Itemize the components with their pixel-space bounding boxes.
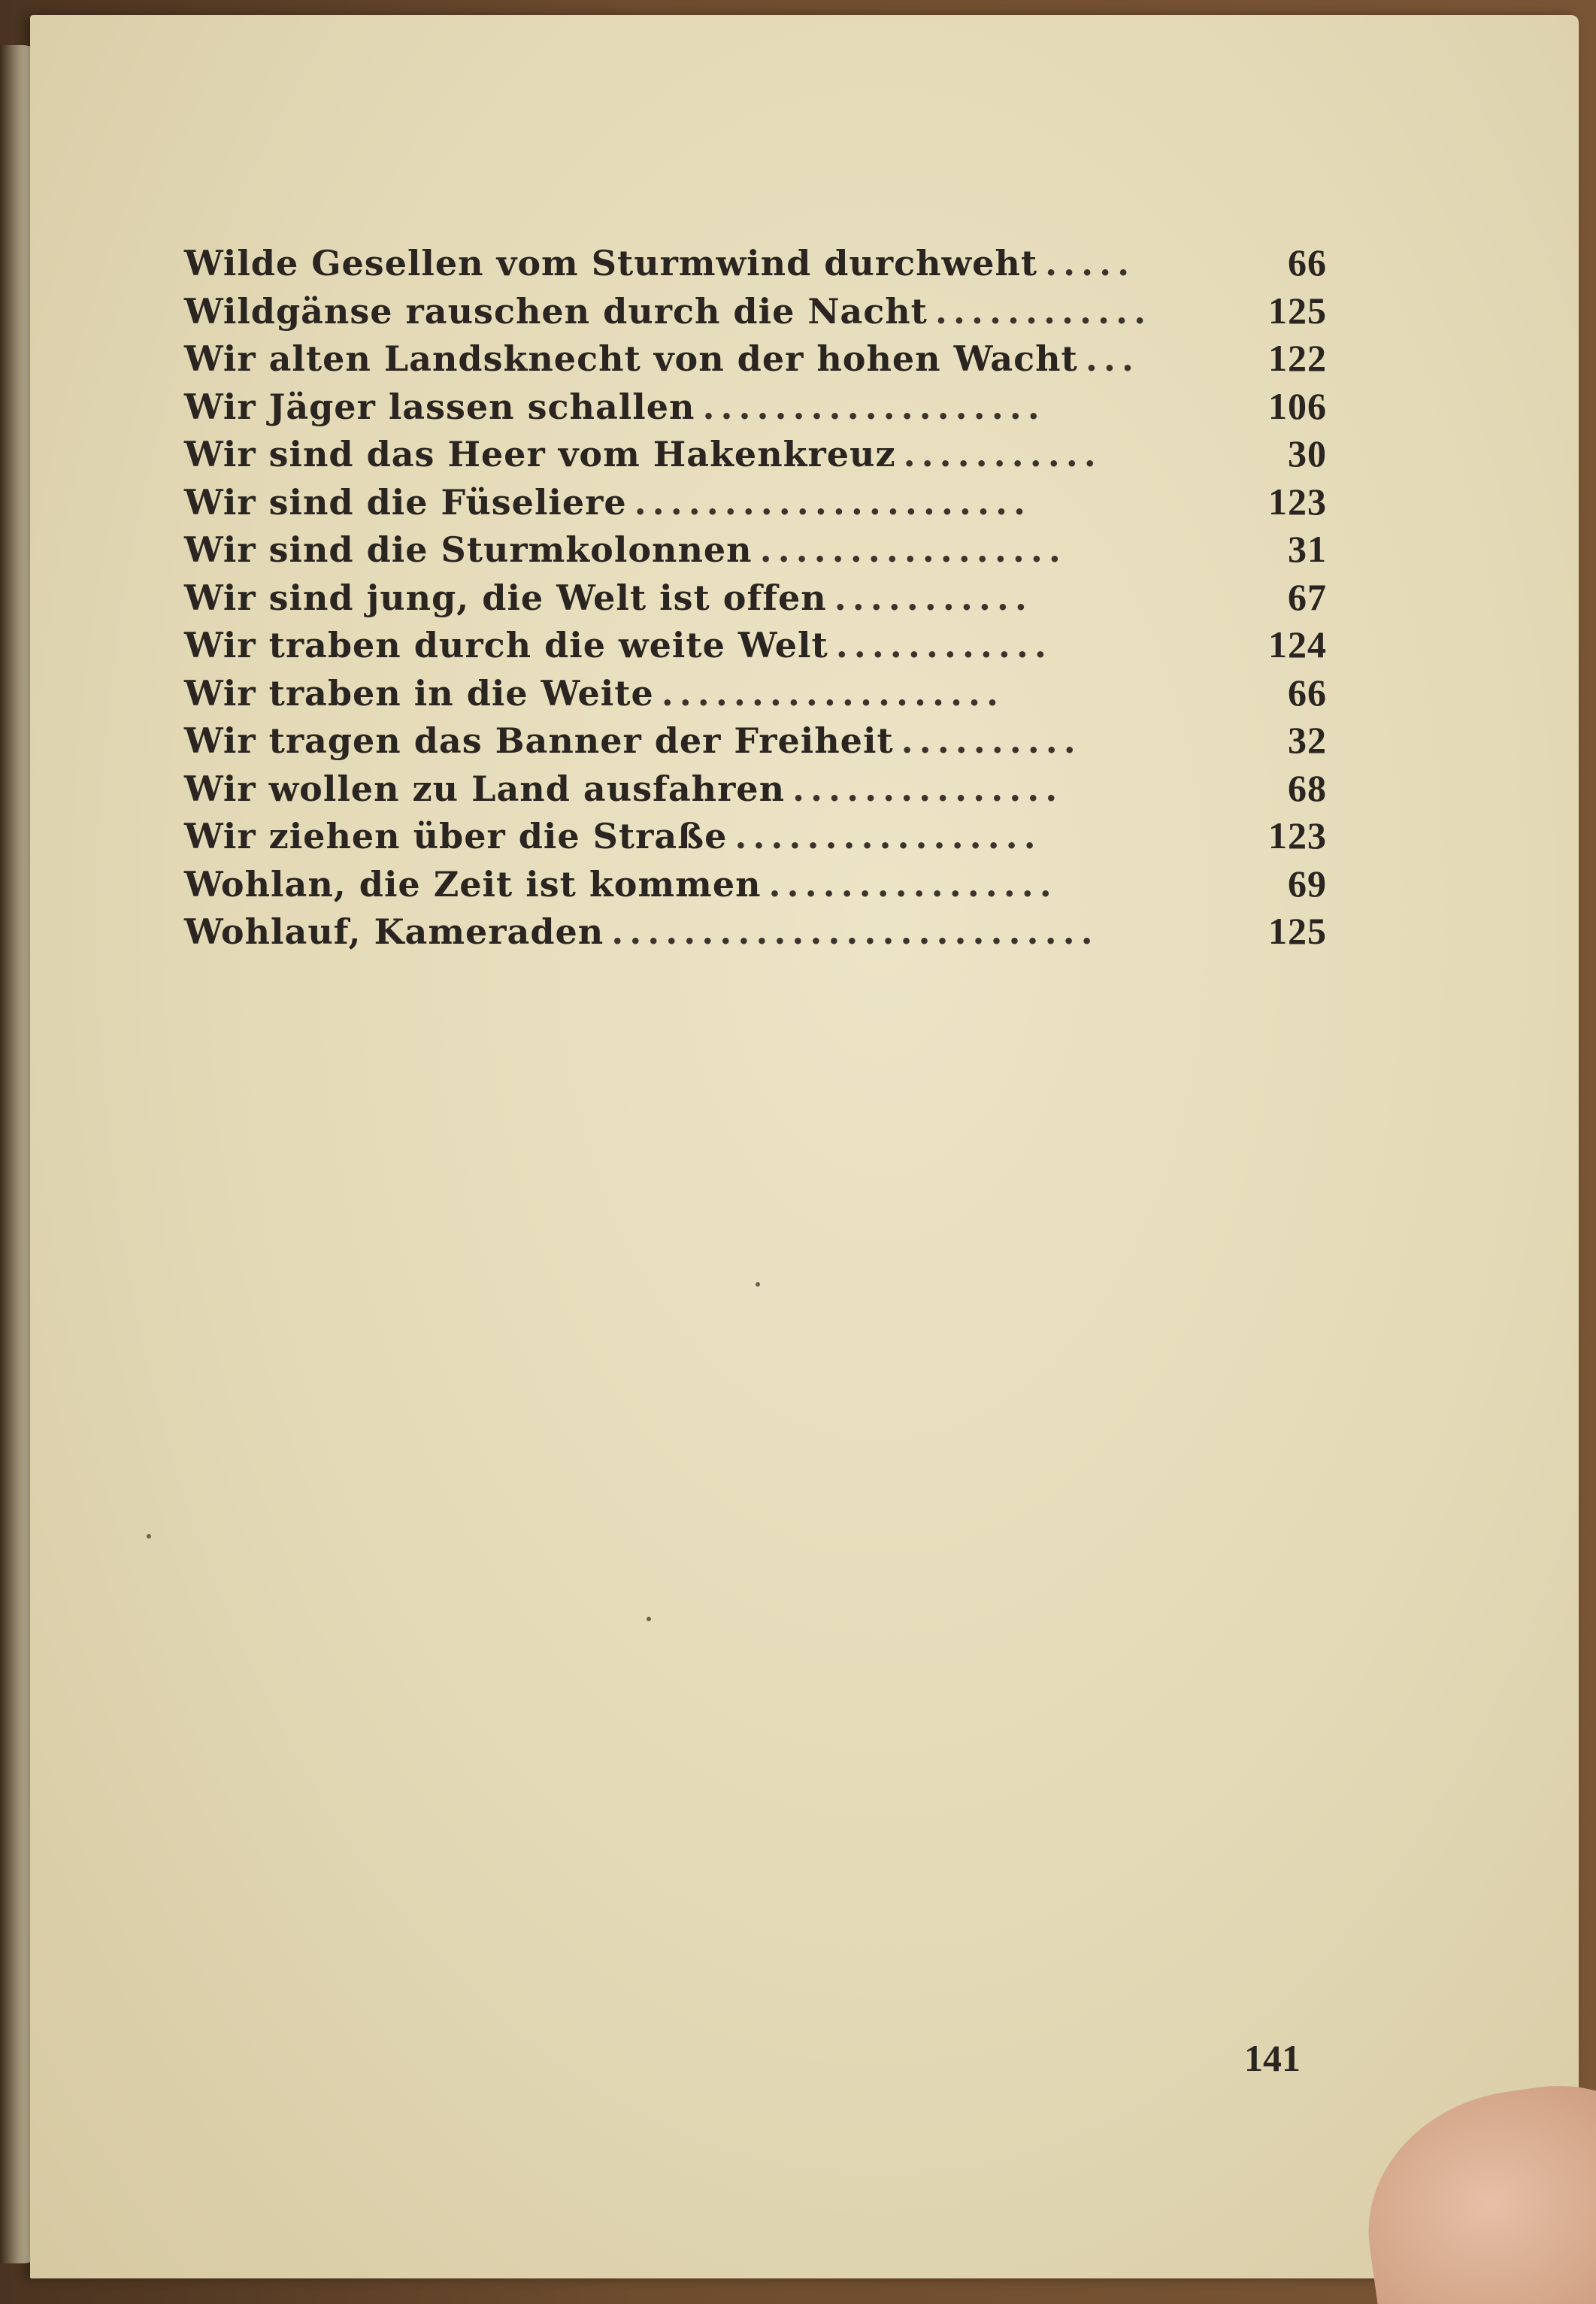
toc-entry-title: Wir ziehen über die Straße	[184, 816, 728, 856]
toc-entry	[184, 814, 1327, 862]
toc-leader-dots: ............	[934, 290, 1152, 332]
toc-entry-page: 106	[1268, 384, 1327, 427]
page-number: 141	[1244, 2037, 1301, 2079]
toc-leader-dots: ...............	[792, 768, 1064, 809]
toc-leader-dots: ...	[1085, 338, 1140, 379]
toc-entry-page: 122	[1268, 337, 1327, 379]
toc-entry-title: Wildgänse rauschen durch die Nacht	[184, 290, 928, 332]
toc-entry-title: Wohlan, die Zeit ist kommen	[184, 863, 762, 905]
toc-entry-page: 124	[1268, 623, 1327, 665]
toc-entry-title: Wir traben durch die weite Welt	[184, 625, 828, 665]
toc-leader-dots: ......................	[634, 481, 1031, 523]
toc-entry	[184, 336, 1327, 384]
toc-entry	[184, 384, 1327, 432]
toc-entry-title: Wir sind jung, die Welt ist offen	[184, 577, 827, 618]
toc-leader-dots: ...........	[903, 434, 1102, 474]
toc-leader-dots: .....	[1045, 243, 1136, 283]
toc-leader-dots: ...........	[834, 577, 1033, 618]
table-of-contents	[184, 241, 1327, 957]
toc-entry-page: 125	[1268, 910, 1327, 952]
toc-entry-page: 66	[1288, 241, 1327, 283]
paper-speck	[647, 1617, 651, 1621]
toc-entry-page: 67	[1288, 575, 1327, 618]
toc-entry-page: 32	[1288, 719, 1327, 761]
toc-entry-title: Wilde Gesellen vom Sturmwind durchweht	[184, 243, 1038, 283]
toc-entry-page: 125	[1268, 289, 1327, 332]
toc-leader-dots: ...........................	[611, 911, 1099, 952]
toc-entry	[184, 480, 1327, 528]
toc-entry-title: Wir Jäger lassen schallen	[184, 386, 695, 427]
book-page	[30, 15, 1579, 2278]
toc-leader-dots: ...................	[661, 672, 1005, 714]
toc-entry	[184, 527, 1327, 575]
toc-entry-title: Wohlauf, Kameraden	[184, 911, 604, 952]
toc-entry	[184, 575, 1327, 623]
toc-entry	[184, 862, 1327, 910]
toc-entry	[184, 289, 1327, 337]
toc-leader-dots: ...................	[702, 386, 1046, 427]
toc-entry-title: Wir traben in die Weite	[184, 672, 654, 714]
toc-entry	[184, 671, 1327, 719]
toc-entry-title: Wir sind die Sturmkolonnen	[184, 529, 753, 570]
paper-speck	[147, 1534, 151, 1539]
toc-leader-dots: .................	[734, 816, 1042, 856]
toc-entry-title: Wir sind die Füseliere	[184, 481, 627, 523]
toc-entry	[184, 241, 1327, 289]
toc-entry-title: Wir sind das Heer vom Hakenkreuz	[184, 434, 896, 474]
toc-entry-page: 68	[1288, 766, 1327, 809]
toc-entry-page: 31	[1288, 528, 1327, 570]
toc-entry-title: Wir tragen das Banner der Freiheit	[184, 720, 894, 761]
toc-entry	[184, 623, 1327, 671]
toc-entry-title: Wir alten Landsknecht von der hohen Wacht	[184, 338, 1078, 379]
paper-speck	[756, 1282, 760, 1287]
toc-entry	[184, 766, 1327, 814]
toc-entry-title: Wir wollen zu Land ausfahren	[184, 768, 786, 809]
toc-entry-page: 66	[1288, 671, 1327, 714]
toc-leader-dots: ..........	[901, 720, 1082, 761]
toc-leader-dots: ................	[768, 863, 1058, 905]
toc-leader-dots: .................	[759, 529, 1067, 570]
toc-entry	[184, 432, 1327, 480]
toc-leader-dots: ............	[835, 625, 1052, 665]
toc-entry-page: 69	[1288, 862, 1327, 905]
toc-entry	[184, 718, 1327, 766]
toc-entry-page: 123	[1268, 480, 1327, 523]
toc-entry	[184, 909, 1327, 957]
toc-entry-page: 123	[1268, 814, 1327, 856]
toc-entry-page: 30	[1288, 432, 1327, 474]
